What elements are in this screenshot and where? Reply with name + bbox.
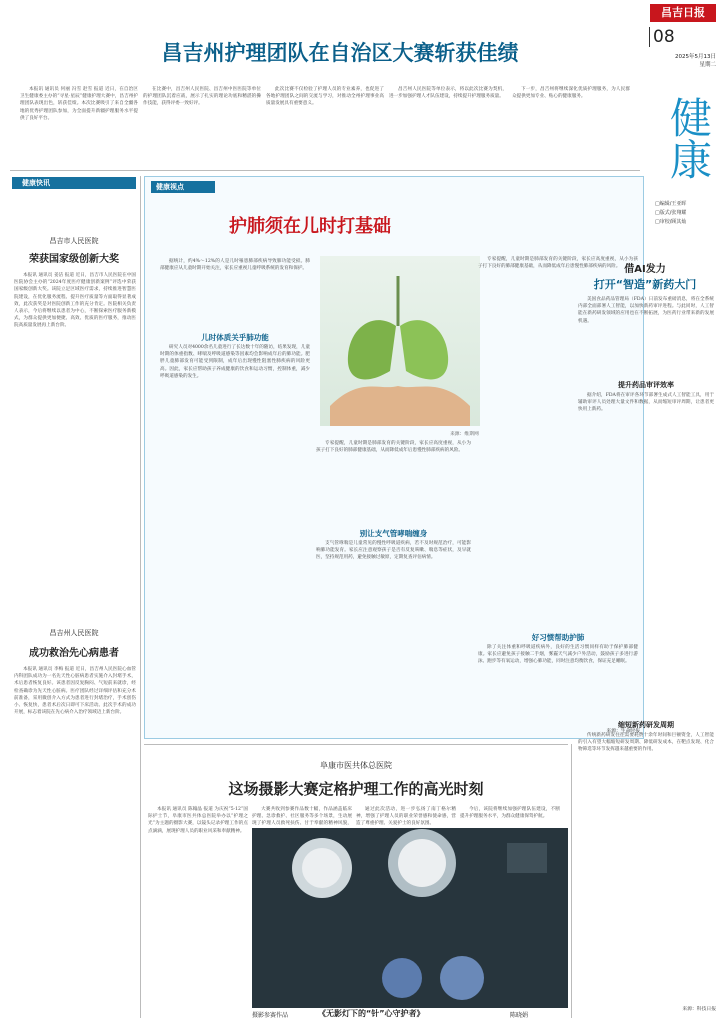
- ai-source: 来源：科技日报: [682, 1007, 716, 1012]
- kuaixun-source-2: 昌吉州人民医院: [49, 629, 99, 637]
- lead-headline: 昌吉州护理团队在自治区大赛斩获佳绩: [161, 41, 519, 65]
- feature-body-2: 支气管哮喘是儿童常见的慢性呼吸道疾病，若不及时规范治疗，可能影响肺功能发育。家长应注意观察孩子是否有反复咳嗽、喘息等症状，及早就医，坚持规范用药，避免接触过敏原，定期复查评估病情。: [316, 541, 471, 561]
- editor-credits: □编辑/王亚晖 □版式/张翔耀 □审校/顾其灿: [655, 201, 687, 225]
- masthead-logo: 昌吉日报: [650, 4, 716, 22]
- bottom-body-1: 本报讯 通讯员 陈翰晶 报道 为庆祝“5·12”国际护士节，阜康市医共体总医院举办以“护理之光”为主题的摄影大赛，以镜头记录护理工作的点点滴滴，展现护理人员的职业风采和奉献精神。: [148, 807, 248, 834]
- section-title: 健康: [664, 96, 713, 180]
- surgical-lamp-icon: [252, 828, 568, 1008]
- lead-col-2: 在比赛中，昌吉州人民医院、昌吉州中医医院等单位的护理团队沉着应战，展示了扎实的理论功底和精湛的操作技能，获得评委一致好评。: [143, 87, 261, 107]
- ai-kicker: 借AI发力: [624, 264, 666, 275]
- lead-col-3: 此次比赛不仅检验了护理人员的专业素养，也促进了各地护理团队之间的交流与学习，对推动全州护理事业高质量发展具有重要意义。: [266, 87, 384, 107]
- lead-col-1: 本报讯 通讯员 何丽 冯雪 赵雪 报道 近日，在自治区卫生健康委主办的“寻星·星辰”健康护理大赛中，昌吉州护理团队表现出色，斩获佳绩。本次比赛吸引了来自全疆各地的优秀护理团队参加，为全面提升新疆护理服务水平提供了良好平台。: [20, 87, 138, 121]
- feature-headline: 护肺须在儿时打基础: [229, 216, 391, 237]
- feature-sub-1: 儿时体质关乎肺功能: [201, 333, 269, 342]
- feature-source: 来源：生命时报: [606, 729, 640, 734]
- photo-credit: 陈晓娟: [510, 1012, 529, 1019]
- feature-body-3a: 专家提醒，儿童时期是肺部发育的关键阶段，家长应高度重视，从小为孩子打下良好的肺部健康基础，从而降低成年后患慢性肺部疾病的风险。: [478, 257, 638, 270]
- photo-title: 《无影灯下的“针”心守护者》: [318, 1009, 425, 1018]
- kuaixun-headline-2: 成功救治先心病患者: [29, 648, 119, 659]
- bottom-body-3: 通过此次活动，进一步弘扬了南丁格尔精神，增强了护理人员的职业荣誉感和使命感，营造了尊重护理、关爱护士的良好氛围。: [356, 807, 456, 827]
- bottom-body-4: 今后，该院将继续加强护理队伍建设，不断提升护理服务水平，为群众健康保驾护航。: [460, 807, 560, 820]
- ai-sub-1: 提升药品审评效率: [618, 381, 674, 389]
- issue-weekday: 星期二: [699, 62, 716, 68]
- feature-intro: 据统计，约4%～12%的人是儿时罹患肺部疾病导致肺功能受损。肺部健康应从儿童时期开始关注，家长应重视儿童呼吸系统的发育和保护。: [160, 259, 310, 272]
- feature-sub-3: 好习惯帮助护肺: [531, 633, 585, 642]
- bottom-headline: 这场摄影大赛定格护理工作的高光时刻: [228, 780, 484, 798]
- feature-body-3: 除了关注体重和呼吸道疾病外，良好的生活习惯同样有助于保护肺部健康。家长应避免孩子接触二手烟，雾霾天气减少户外活动，鼓励孩子多进行游泳、跑步等有氧运动，增强心肺功能，同时注意均衡饮食，保证充足睡眠。: [478, 645, 638, 665]
- feature-image-caption: 来源：维斯网: [450, 432, 479, 437]
- lung-hands-image: [320, 256, 480, 426]
- feature-body-1: 研究人员对4000余名儿童进行了长达数十年的随访，结果发现，儿童时期的体重指数、哮喘及呼吸道感染等因素均会影响成年后的肺功能。肥胖儿童肺部发育可能受到限制，成年后出现慢性阻塞性肺疾病的风险更高。因此，家长应帮助孩子养成健康的饮食和运动习惯，控制体重，减少呼吸道感染的发生。: [160, 345, 310, 379]
- lead-col-4: 昌吉州人民医院等单位表示，将以此次比赛为契机，进一步加强护理人才队伍建设，持续提升护理服务质量。: [389, 87, 507, 100]
- ai-headline: 打开“智造”新药大门: [593, 278, 697, 291]
- page-number: 08: [653, 27, 675, 47]
- ai-body-1: 据介绍，FDA将在审评各环节部署生成式人工智能工具，用于辅助审评人员处理大量文件和数据，从而缩短审评周期，让患者更快用上新药。: [578, 393, 714, 413]
- kuaixun-body-2: 本报讯 通讯员 李梅 报道 近日，昌吉州人民医院心血管内科团队成功为一名先天性心脏病患者实施介入封堵手术，术后患者恢复良好。该患者因反复胸闷、气短前来就诊，经检查确诊为先天性心脏病。医疗团队经过详细评估和充分术前准备，采用微创介入方式为患者进行封堵治疗，手术创伤小、恢复快，患者术后次日即可下床活动。此次手术的成功开展，标志着该院在先心病介入治疗领域迈上新台阶。: [14, 667, 136, 716]
- ai-body: 美国食品药品管理局（FDA）日前发布重磅消息，将在全系统内部全面部署人工智能，以加快新药审评进程。与此同时，人工智能在新药研发领域的应用也在不断拓展，为医药行业带来新的发展机遇。: [578, 297, 714, 324]
- surgery-photo: [252, 828, 568, 1008]
- lead-col-5: 下一步，昌吉州将继续深化优质护理服务，为人民群众提供更加专业、贴心的健康服务。: [512, 87, 630, 100]
- feature-body-2a: 专家提醒，儿童时期是肺部发育的关键阶段，家长应高度重视，从小为孩子打下良好的肺部健康基础，从而降低成年后患慢性肺部疾病的风险。: [316, 441, 471, 454]
- issue-date: 2025年5月13日: [675, 54, 716, 60]
- kuaixun-tag-label: 健康快讯: [22, 179, 50, 187]
- kuaixun-source-1: 昌吉市人民医院: [49, 237, 99, 245]
- bottom-kicker: 阜康市医共体总医院: [320, 761, 392, 770]
- kuaixun-headline-1: 荣获国家级创新大奖: [29, 254, 119, 265]
- ai-body-2: 传统新药研发往往需要耗费十余年时间和巨额资金，人工智能的引入有望大幅缩短研发周期、降低研发成本，在靶点发现、化合物筛选等环节发挥越来越重要的作用。: [578, 733, 714, 753]
- photo-label: 摄影参赛作品: [252, 1012, 289, 1019]
- lung-icon: [320, 256, 480, 426]
- feature-sub-2: 别让支气管哮喘缠身: [359, 529, 428, 538]
- ai-sub-2: 缩短新药研发周期: [618, 721, 674, 729]
- kuaixun-body-1: 本报讯 通讯员 姜洁 报道 近日，昌吉市人民医院在中国医院协会主办的“2024年度医疗健康创新案例”评选中荣获国家级创新大奖。该院立足区域医疗需求，持续推进智慧医院建设，在优化服务流程、提升医疗质量等方面取得显著成效，此次获奖是对医院创新工作的充分肯定。医院相关负责人表示，今后将继续以患者为中心，不断探索医疗服务新模式，为群众提供更加便捷、高效、优质的医疗服务，推动医院高质量发展再上新台阶。: [14, 273, 136, 329]
- bottom-body-2: 大赛共收到参赛作品数十幅，作品涵盖临床护理、急诊救护、社区服务等多个场景，生动展现了护理人员救死扶伤、甘于奉献的精神风貌，: [252, 807, 352, 827]
- feature-tag-label: 健康视点: [156, 183, 184, 191]
